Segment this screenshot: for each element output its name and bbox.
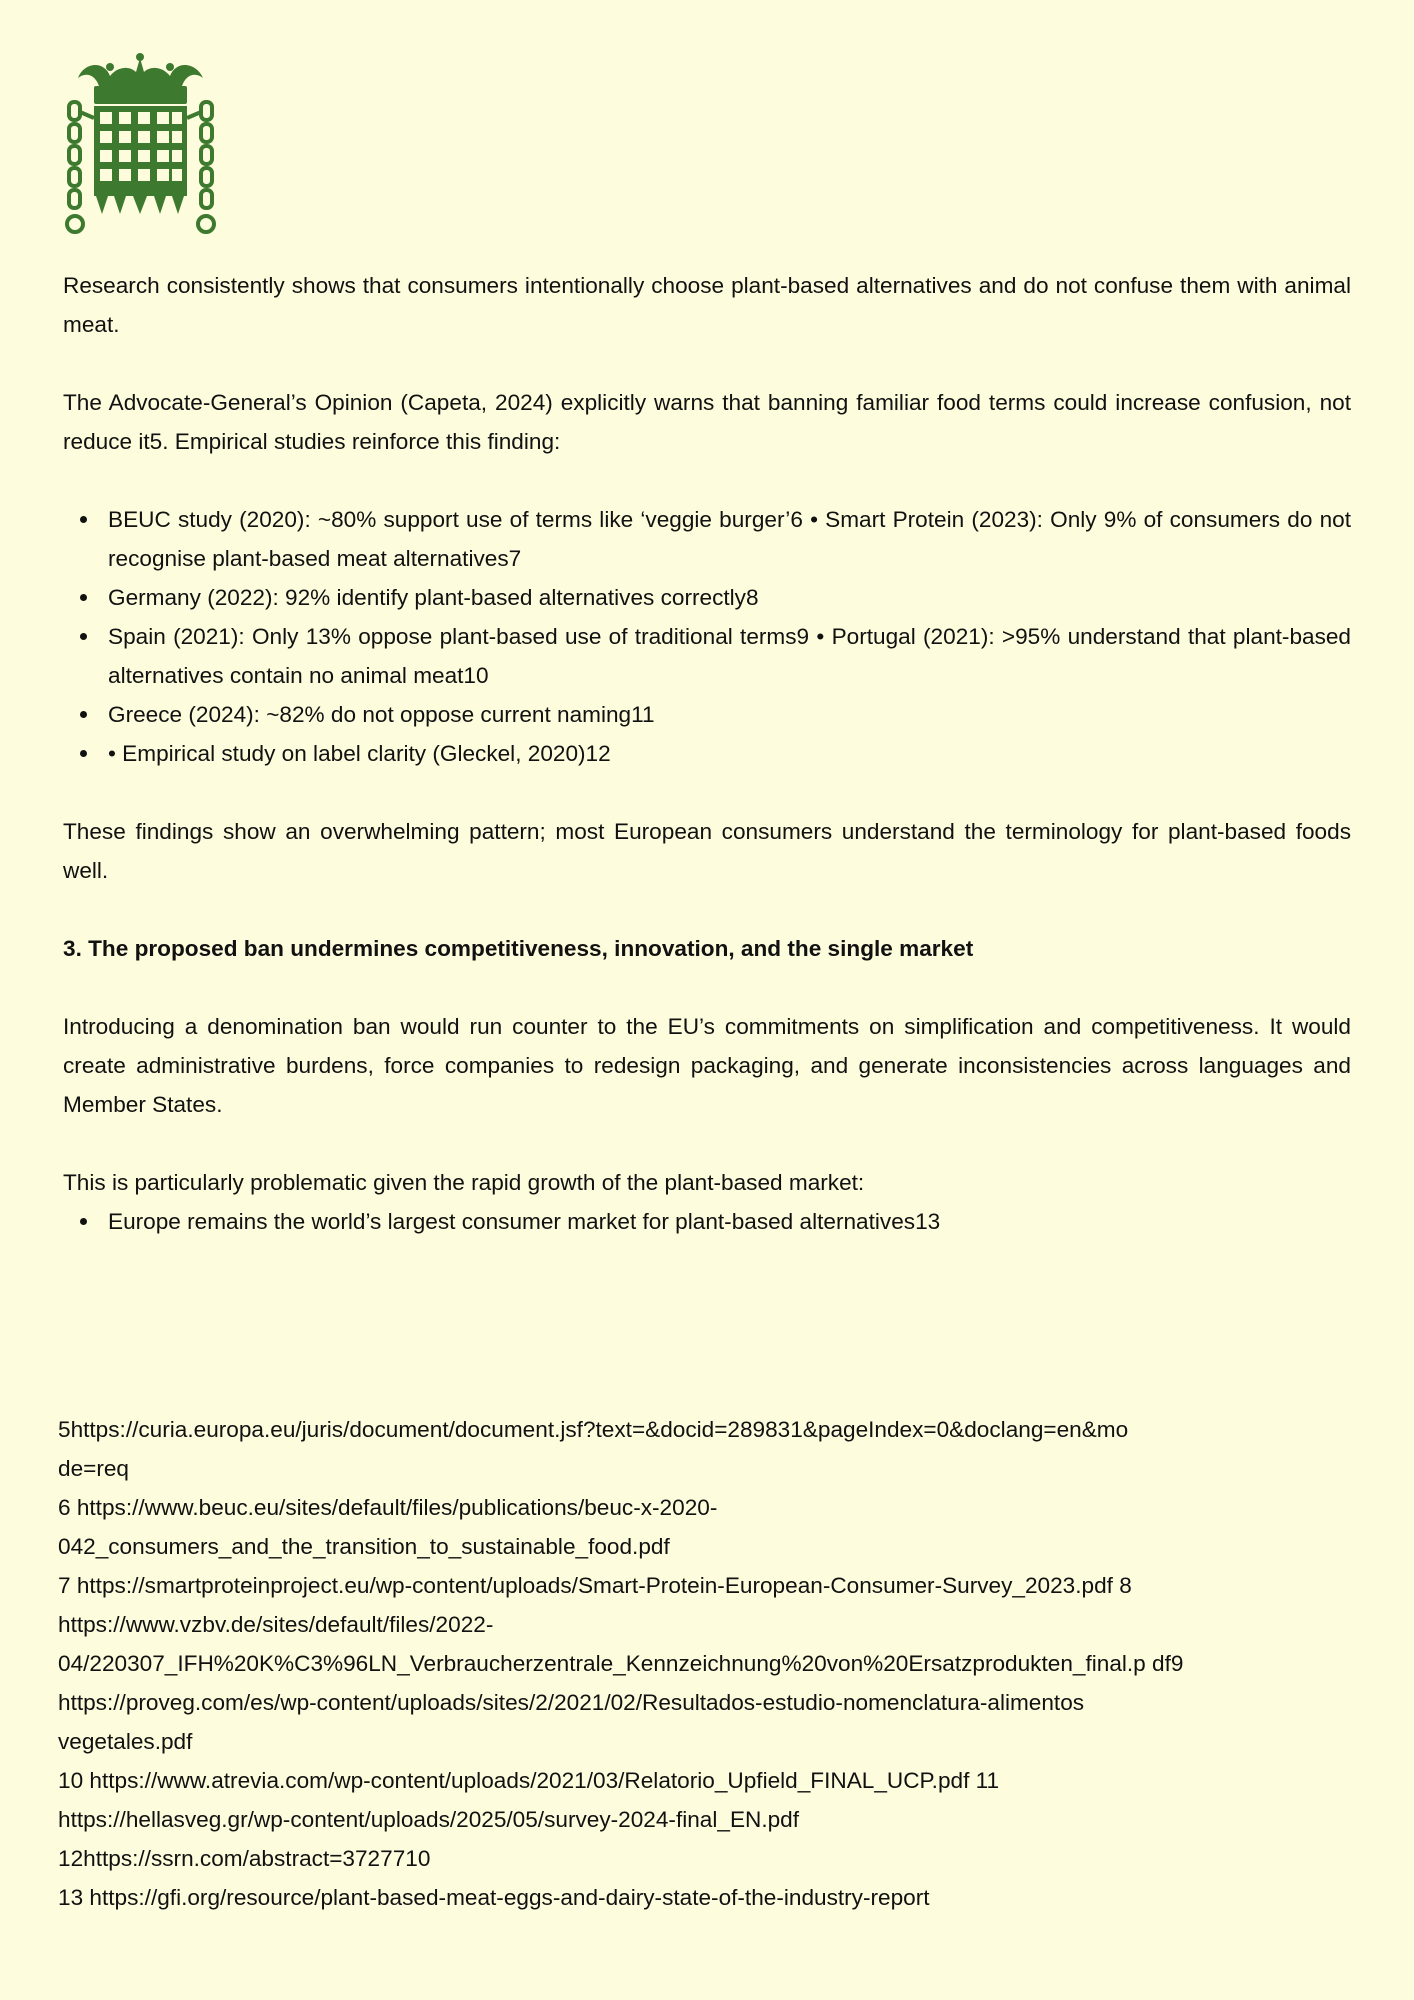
list-item: Spain (2021): Only 13% oppose plant-based use of traditional terms9 • Portugal (2021): >95% understand that plant-based alternatives contain no animal meat10 — [63, 617, 1351, 695]
footnote-line: 5https://curia.europa.eu/juris/document/document.jsf?text=&docid=289831&pageIndex=0&doclang=en&mo — [58, 1417, 1129, 1442]
footnote-line: 13 https://gfi.org/resource/plant-based-meat-eggs-and-dairy-state-of-the-industry-report — [58, 1885, 930, 1910]
footnote-line: https://hellasveg.gr/wp-content/uploads/2025/05/survey-2024-final_EN.pdf — [58, 1807, 800, 1832]
advocate-general-paragraph: The Advocate-General’s Opinion (Capeta, 2024) explicitly warns that banning familiar food terms could increase confusion, not reduce it5. Empirical studies reinforce this finding: — [63, 390, 1351, 454]
list-item: • Empirical study on label clarity (Gleckel, 2020)12 — [63, 734, 1351, 773]
footnote-line: 04/220307_IFH%20K%C3%96LN_Verbraucherzentrale_Kennzeichnung%20von%20Ersatzprodukten_final.p df9 — [58, 1651, 1184, 1676]
intro-paragraph: Research consistently shows that consumers intentionally choose plant-based alternatives and do not confuse them with animal meat. — [63, 273, 1351, 337]
footnote-line: https://www.vzbv.de/sites/default/files/2022- — [58, 1612, 494, 1637]
competitiveness-paragraph: Introducing a denomination ban would run counter to the EU’s commitments on simplification and competitiveness. It would create administrative burdens, force companies to redesign packaging, and generate inconsistencies across languages and Member States. — [63, 1014, 1351, 1117]
footnote-line: 6 https://www.beuc.eu/sites/default/files/publications/beuc-x-2020- — [58, 1495, 718, 1520]
list-item: Europe remains the world’s largest consumer market for plant-based alternatives13 — [63, 1202, 1351, 1241]
section-heading: 3. The proposed ban undermines competitiveness, innovation, and the single market — [63, 936, 974, 961]
footnotes — [58, 1410, 1358, 1917]
footnote-line: de=req — [58, 1456, 129, 1481]
market-list — [63, 1202, 1351, 1241]
list-item: Germany (2022): 92% identify plant-based alternatives correctly8 — [63, 578, 1351, 617]
summary-paragraph: These findings show an overwhelming pattern; most European consumers understand the terminology for plant-based foods well. — [63, 819, 1351, 883]
footnote-line: https://proveg.com/es/wp-content/uploads/sites/2/2021/02/Resultados-estudio-nomenclatura-alimentos — [58, 1690, 1085, 1715]
footnote-line: vegetales.pdf — [58, 1729, 193, 1754]
market-growth-paragraph: This is particularly problematic given the rapid growth of the plant-based market: — [63, 1170, 865, 1195]
footnote-line: 7 https://smartproteinproject.eu/wp-content/uploads/Smart-Protein-European-Consumer-Survey_2023.pdf 8 — [58, 1573, 1132, 1598]
footnote-line: 042_consumers_and_the_transition_to_sustainable_food.pdf — [58, 1534, 670, 1559]
list-item: Greece (2024): ~82% do not oppose current naming11 — [63, 695, 1351, 734]
list-item: BEUC study (2020): ~80% support use of terms like ‘veggie burger’6 • Smart Protein (2023): Only 9% of consumers do not recognise plant-based meat alternatives7 — [63, 500, 1351, 578]
document-body — [63, 266, 1351, 1241]
footnote-line: 12https://ssrn.com/abstract=3727710 — [58, 1846, 431, 1871]
footnote-line: 10 https://www.atrevia.com/wp-content/uploads/2021/03/Relatorio_Upfield_FINAL_UCP.pdf 11 — [58, 1768, 1000, 1793]
findings-list — [63, 500, 1351, 773]
portcullis-crest-icon — [64, 52, 217, 238]
